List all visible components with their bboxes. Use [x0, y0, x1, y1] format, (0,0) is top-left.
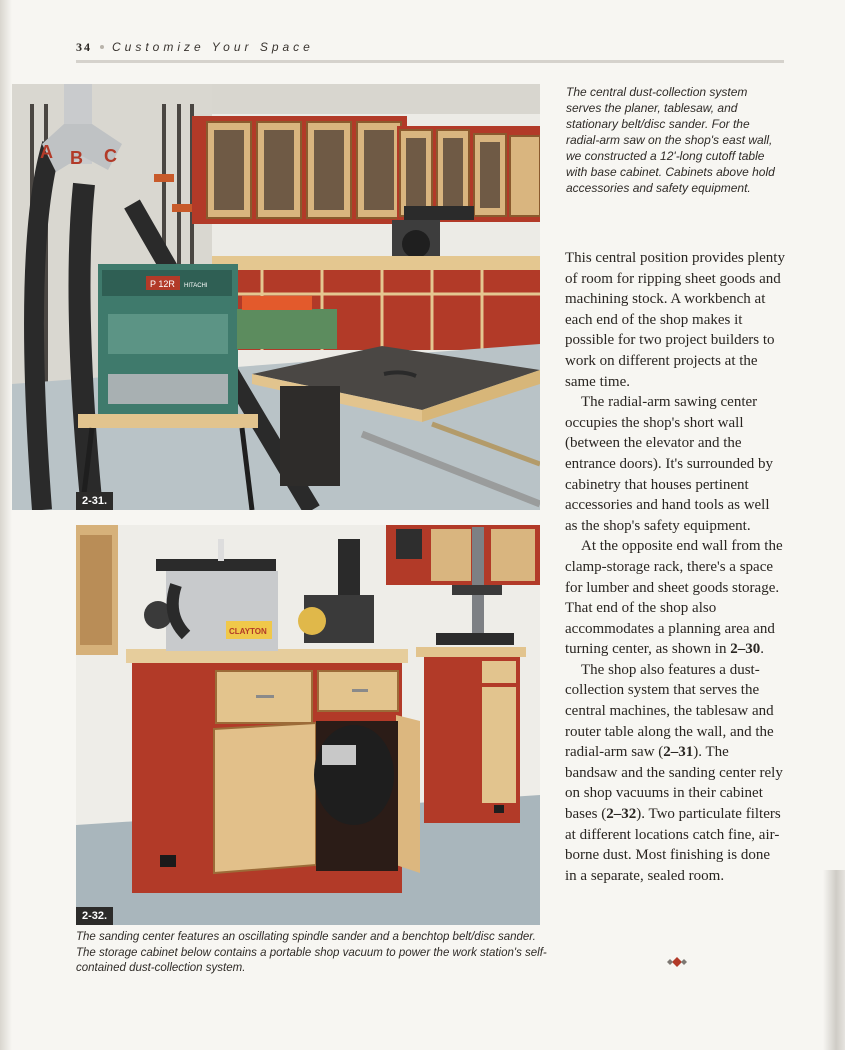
- separator-dot: [100, 45, 104, 49]
- page-number: 34: [76, 40, 92, 54]
- planer-brand-label: HITACHI: [184, 283, 208, 289]
- paragraph-4-text-1: The shop also features a dust-collection system that serves the central machines, the tablesaw and router table along the wall, and the radial-arm saw (: [565, 661, 774, 761]
- figure-ref-2-31: 2–31: [663, 744, 694, 761]
- body-paragraph-4: [565, 660, 785, 887]
- sanding-center-illustration: [76, 525, 540, 925]
- bottom-figure-caption: The sanding center features an oscillating spindle sander and a benchtop belt/disc sander. The storage cabinet below contains a portable shop vacuum to power the work station's self-contained dust-collection system.: [76, 931, 547, 974]
- figure-ref-2-30: 2–30: [730, 641, 761, 658]
- figure-label-2-31: 2-31.: [76, 492, 113, 510]
- planer-model-label: P 12R: [150, 279, 175, 289]
- duct-letter-a: A: [40, 142, 53, 162]
- scan-shadow-right: [823, 870, 845, 1050]
- photo-2-31: [12, 84, 540, 510]
- figure-ref-2-32: 2–32: [606, 806, 637, 823]
- body-paragraph-1: This central position provides plenty of room for ripping sheet goods and machining stock. A workbench at each end of the shop makes it possible for two project builders to work on different projects at the same time.: [565, 250, 785, 390]
- paragraph-4-text-2: ). The bandsaw and the sanding center rely on shop vacuums in their cabinet bases (: [565, 744, 783, 823]
- scan-shadow-left: [0, 0, 12, 1050]
- body-paragraph-2: The radial-arm sawing center occupies the shop's short wall (between the elevator and the entrance doors). It's surrounded by cabinetry that houses pertinent accessories and hand tools as well as the shop's safety equipment.: [565, 394, 774, 534]
- duct-letter-b: B: [70, 148, 83, 168]
- body-text-column: [565, 248, 785, 886]
- body-paragraph-3: [565, 536, 785, 660]
- paragraph-4-text-3: ). Two particulate filters at different locations catch fine, air-borne dust. Most finishing is done in a separate, sealed room.: [565, 806, 781, 884]
- end-of-section-ornament: [666, 954, 688, 972]
- duct-letter-c: C: [104, 146, 117, 166]
- sander-brand-label: CLAYTON: [229, 627, 267, 636]
- paragraph-3-text: At the opposite end wall from the clamp-storage rack, there's a space for lumber and sheet goods storage. That end of the shop also accommodates a planning area and turning center, as shown in: [565, 538, 783, 658]
- header-rule: [76, 60, 784, 63]
- shop-scene-illustration: [12, 84, 540, 510]
- running-head: [76, 40, 784, 60]
- paragraph-3-end: .: [760, 641, 764, 658]
- photo-2-32: [76, 525, 540, 925]
- section-title: Customize Your Space: [112, 40, 314, 54]
- top-figure-caption: The central dust-collection system serves the planer, tablesaw, and stationary belt/disc sander. For the radial-arm saw on the shop's east wall, we constructed a 12'-long cutoff table with base cabinet. Cabinets above hold accessories and safety equipment.: [566, 85, 775, 195]
- figure-label-2-32: 2-32.: [76, 907, 113, 925]
